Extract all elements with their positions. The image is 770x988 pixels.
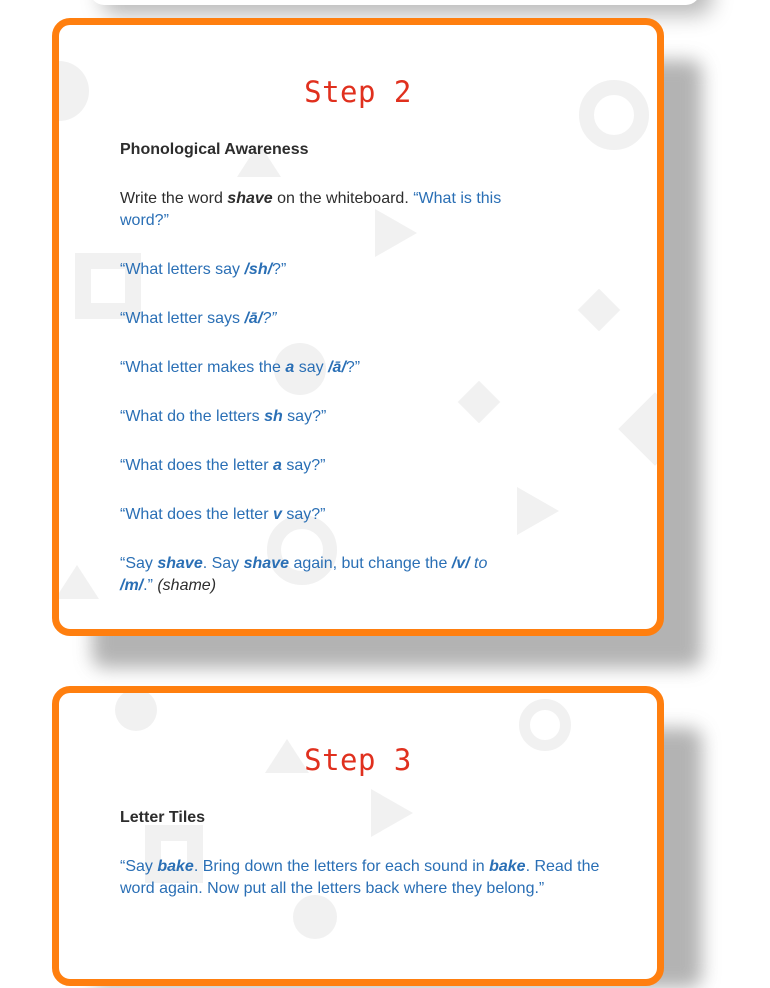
dot-decoration <box>293 895 337 939</box>
step2-question: “What does the letter a say?” <box>120 457 326 474</box>
dot-decoration <box>115 689 157 731</box>
step2-content <box>120 139 540 597</box>
previous-card-shadow <box>90 0 700 5</box>
step2-card <box>52 18 664 636</box>
step3-heading: Letter Tiles <box>120 809 206 826</box>
step2-intro: Write the word shave on the whiteboard. “What is this word?” <box>120 190 502 229</box>
step2-question: “What letters say /sh/?” <box>120 261 287 278</box>
step3-card <box>52 686 664 986</box>
step2-heading: Phonological Awareness <box>120 141 309 158</box>
step2-question: “Say shave. Say shave again, but change the /v/ to /m/.” (shame) <box>120 555 488 594</box>
step2-title: Step 2 <box>304 75 412 109</box>
diamond-decoration <box>618 392 664 466</box>
step2-question: “What letter says /ā/?” <box>120 310 277 327</box>
diamond-decoration <box>578 289 620 331</box>
step2-question: “What letter makes the a say /ā/?” <box>120 359 361 376</box>
triangle-decoration <box>55 565 99 599</box>
step2-question: “What do the letters sh say?” <box>120 408 327 425</box>
step3-paragraph: “Say bake. Bring down the letters for each sound in bake. Read the word again. Now put all the letters back where they belong.” <box>120 858 600 897</box>
step2-question: “What does the letter v say?” <box>120 506 326 523</box>
step3-content <box>120 807 600 900</box>
step3-title: Step 3 <box>304 743 412 777</box>
